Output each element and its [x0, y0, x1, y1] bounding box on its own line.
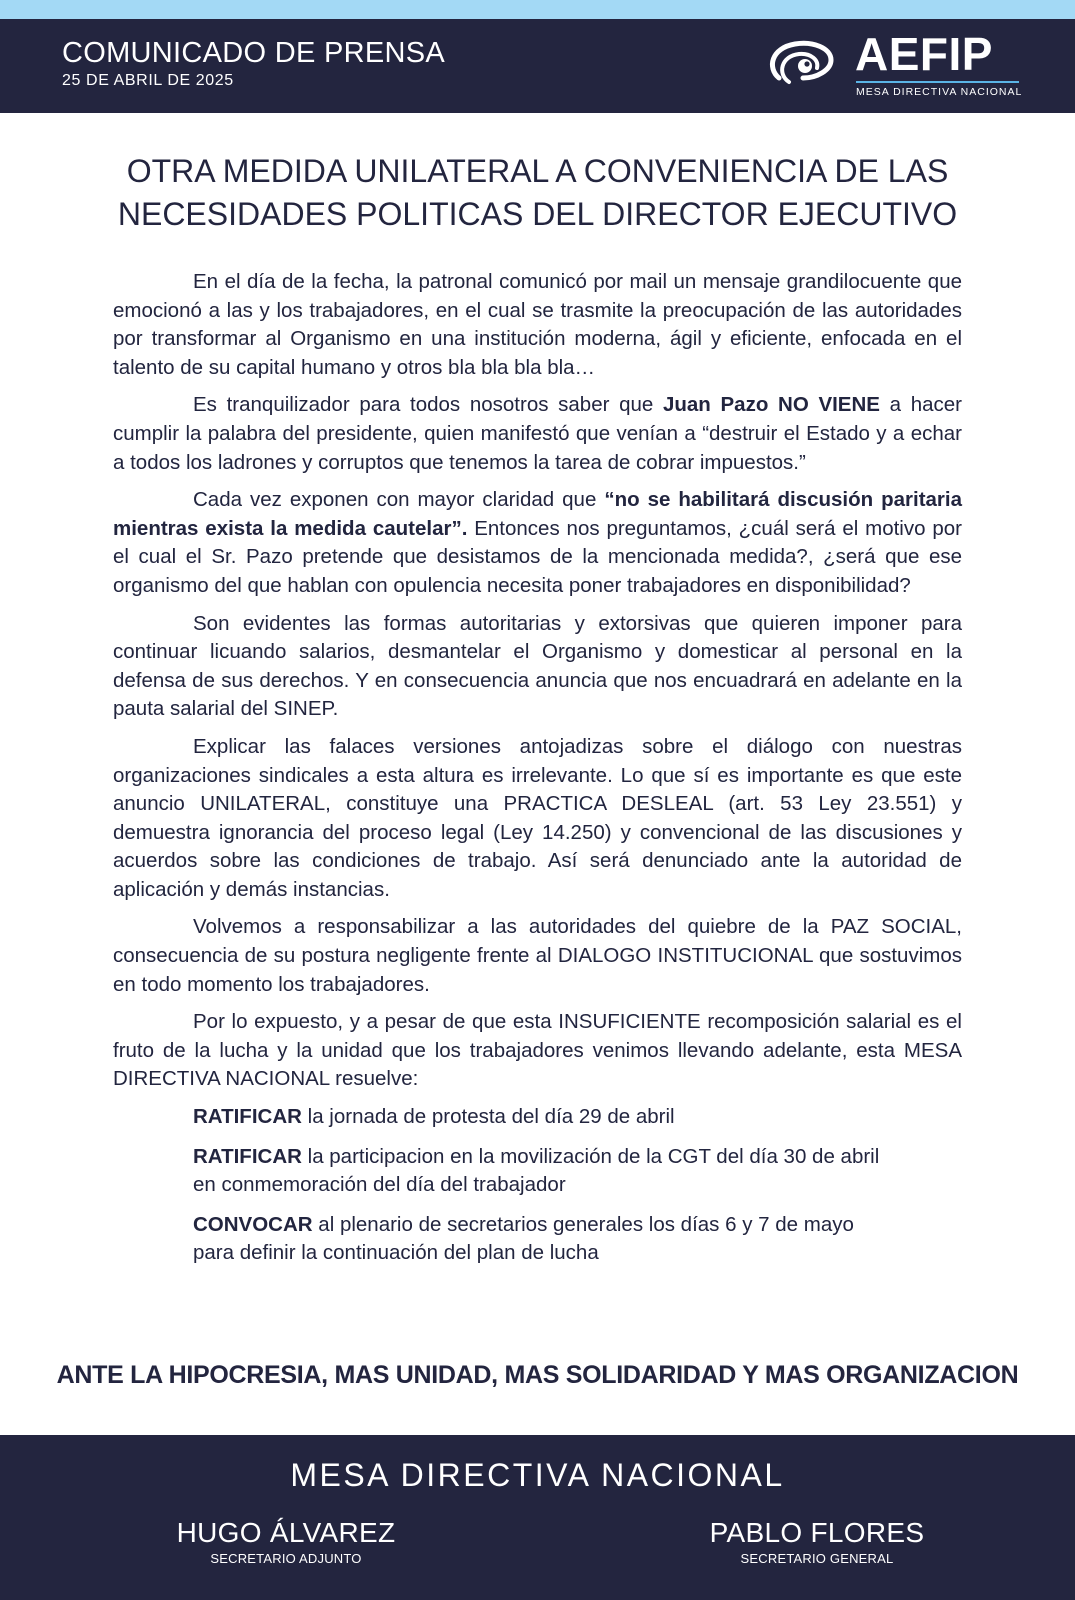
resolution-text-continued: para definir la continuación del plan de lucha [193, 1241, 599, 1265]
logo-divider [856, 81, 1019, 83]
press-body [113, 268, 962, 1279]
signer-name: HUGO ÁLVAREZ [176, 1517, 396, 1548]
resolution-verb: CONVOCAR [193, 1212, 313, 1236]
paragraph-text: Son evidentes las formas autoritarias y extorsivas que quieren imponer para continuar licuando salarios, desmantelar el Organismo y domesticar al personal en la defensa de sus derechos. Y en consecuencia anuncia que nos encuadrará en adelante en la pauta salarial del SINEP. [113, 611, 962, 721]
paragraph-text: Explicar las falaces versiones antojadizas sobre el diálogo con nuestras organizaciones sindicales a esta altura es irrelevante. Lo que sí es importante es que este anuncio UNILATERAL, constituye una PRACTICA DESLEAL (art. 53 Ley 23.551) y demuestra ignorancia del proceso legal (Ley 14.250) y convencional de las discusiones y acuerdos sobre las condiciones de trabajo. Así será denunciado ante la autoridad de aplicación y demás instancias. [113, 734, 962, 901]
paragraph-text: Cada vez exponen con mayor claridad que [193, 488, 605, 512]
press-release-label: COMUNICADO DE PRENSA [62, 37, 446, 69]
resolution-item [193, 1211, 962, 1268]
aefip-logo-text: AEFIP [855, 28, 993, 80]
paragraph-emphasis: “no se habilitará discusión paritaria mientras exista la medida cautelar”. [113, 488, 963, 540]
resolution-verb: RATIFICAR [193, 1144, 302, 1168]
title-line: OTRA MEDIDA UNILATERAL A CONVENIENCIA DE LAS [126, 153, 949, 189]
resolution-verb: RATIFICAR [193, 1105, 302, 1129]
eye-swirl-logo-icon [765, 38, 835, 90]
paragraph-text: Por lo expuesto, y a pesar de que esta INSUFICIENTE recomposición salarial es el fruto de la lucha y la unidad que los trabajadores venimos llevando adelante, esta MESA DIRECTIVA NACIONAL resuelve: [113, 1010, 962, 1091]
resolution-text-continued: en conmemoración del día del trabajador [193, 1173, 566, 1197]
body-paragraph [113, 486, 962, 600]
resolutions-list [193, 1103, 962, 1268]
body-paragraph [113, 610, 962, 724]
resolution-text: la jornada de protesta del día 29 de abril [301, 1105, 675, 1129]
paragraph-text: En el día de la fecha, la patronal comunicó por mail un mensaje grandilocuente que emocionó a las y los trabajadores, en el cual se trasmite la preocupación de las autoridades por transformar al Organismo en una institución moderna, ágil y eficiente, enfocada en el talento de su capital humano y otros bla bla bla bla… [113, 270, 962, 379]
body-paragraph [113, 733, 962, 905]
paragraph-emphasis: Juan Pazo NO VIENE [662, 393, 880, 417]
closing-slogan: ANTE LA HIPOCRESIA, MAS UNIDAD, MAS SOLIDARIDAD Y MAS ORGANIZACION [56, 1361, 1019, 1389]
signer-role: SECRETARIO ADJUNTO [210, 1551, 362, 1566]
body-paragraph [113, 268, 962, 382]
resolution-item [193, 1143, 962, 1200]
paragraph-text: Entonces nos preguntamos, ¿cuál será el motivo por el cual el Sr. Pazo pretende que desistamos de la mencionada medida?, ¿será que ese organismo del que hablan con opulencia necesita poner trabajadores en disponibilidad? [113, 516, 962, 597]
top-accent-strip [0, 0, 1075, 19]
body-paragraph [113, 1008, 962, 1094]
paragraph-text: Es tranquilizador para todos nosotros saber que [193, 393, 663, 417]
body-paragraph [113, 391, 962, 477]
paragraph-text: a hacer cumplir la palabra del presidente, quien manifestó que venían a “destruir el Estado y a echar a todos los ladrones y corruptos que tenemos la tarea de cobrar impuestos.” [113, 393, 962, 474]
release-date: 25 DE ABRIL DE 2025 [62, 72, 234, 89]
body-paragraph [113, 913, 962, 999]
press-title [0, 150, 1075, 236]
resolution-text: al plenario de secretarios generales los días 6 y 7 de mayo [312, 1212, 854, 1236]
signer-block [136, 1517, 436, 1566]
signer-role: SECRETARIO GENERAL [740, 1551, 894, 1566]
title-line: NECESIDADES POLITICAS DEL DIRECTOR EJECUTIVO [117, 196, 958, 232]
logo-subtitle: MESA DIRECTIVA NACIONAL [856, 86, 1023, 98]
resolution-item [193, 1103, 962, 1132]
signer-block [667, 1517, 967, 1566]
resolution-text: la participacion en la movilización de la CGT del día 30 de abril [301, 1144, 880, 1168]
paragraph-text: Volvemos a responsabilizar a las autoridades del quiebre de la PAZ SOCIAL, consecuencia de su postura negligente frente al DIALOGO INSTITUCIONAL que sostuvimos en todo momento los trabajadores. [113, 915, 962, 996]
signature-footer [0, 1435, 1075, 1600]
footer-title: MESA DIRECTIVA NACIONAL [290, 1457, 785, 1493]
signer-name: PABLO FLORES [709, 1517, 925, 1548]
press-header [0, 19, 1075, 113]
